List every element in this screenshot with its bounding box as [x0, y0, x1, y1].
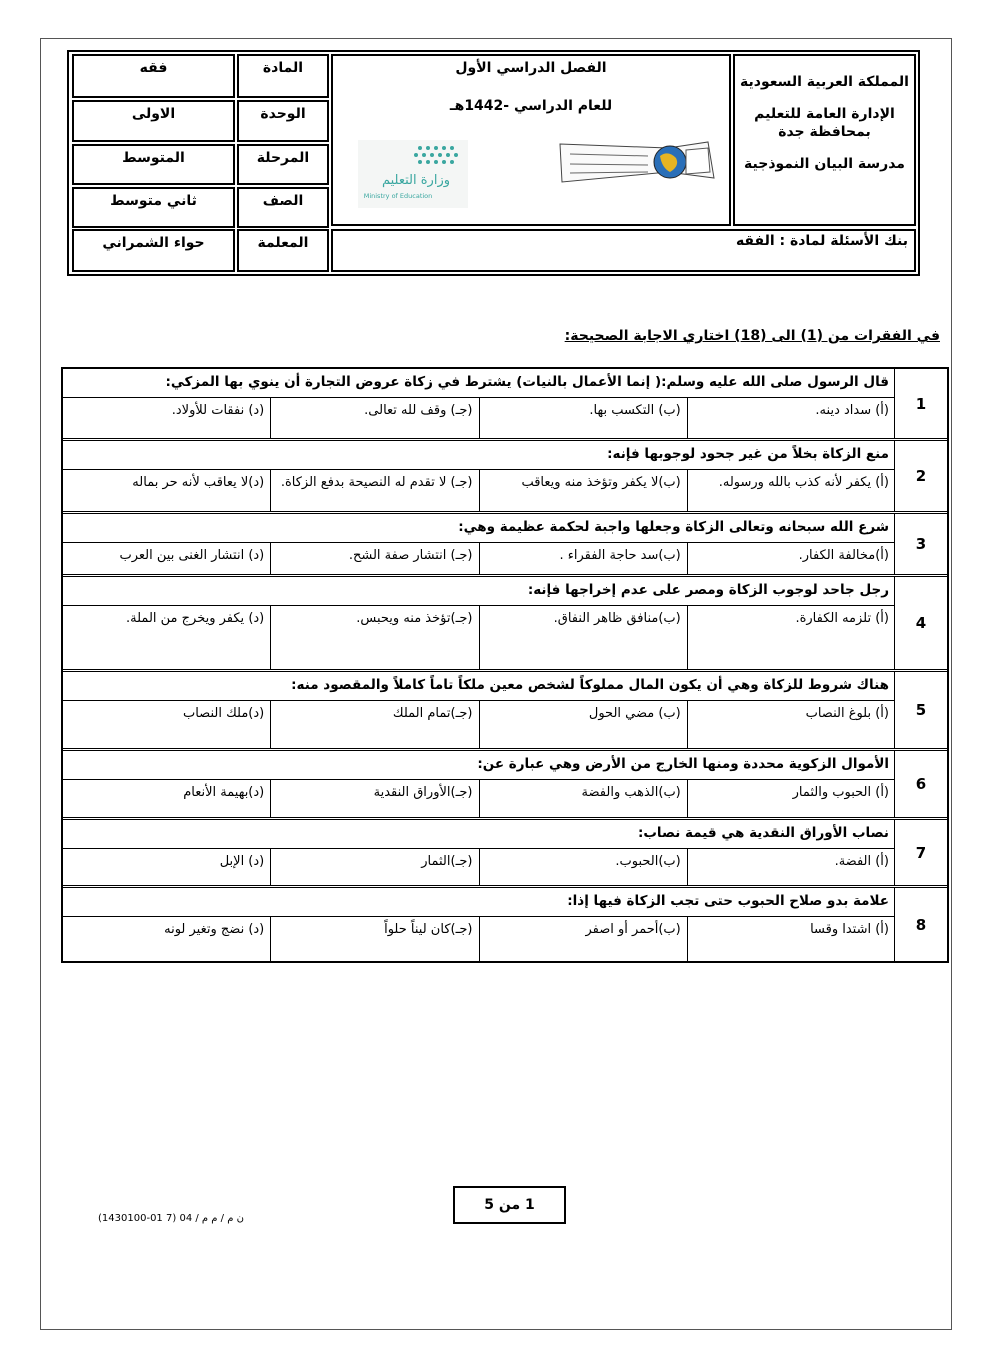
option-c[interactable]: (جـ)تؤخذ منه ويحبس.	[270, 606, 478, 669]
question-stem: علامة بدو صلاح الحبوب حتى تجب الزكاة فيها إذا:	[63, 888, 895, 917]
question-row	[63, 888, 947, 961]
option-a[interactable]: (أ) الفضة.	[687, 849, 895, 885]
moe-logo-arabic: وزارة التعليم	[381, 173, 451, 188]
question-number: 2	[894, 441, 947, 511]
option-b[interactable]: (ب) التكسب بها.	[479, 398, 687, 438]
option-c[interactable]: (جـ)تمام الملك	[270, 701, 478, 748]
subject-label: المادة	[237, 54, 329, 98]
admin-line1: الإدارة العامة للتعليم	[754, 106, 895, 122]
option-c[interactable]: (جـ) لا تقدم له النصيحة بدفع الزكاة.	[270, 470, 478, 511]
question-row	[63, 577, 947, 672]
option-d[interactable]: (د) انتشار الغنى بين العرب	[119, 548, 265, 563]
question-stem: نصاب الأوراق النقدية هي قيمة نصاب:	[63, 820, 895, 849]
question-number: 6	[894, 751, 947, 817]
question-row	[63, 751, 947, 820]
option-c[interactable]: (جـ)كان ليناً حلواً	[270, 917, 478, 961]
ministry-of-education-logo	[358, 140, 468, 208]
subject-value: فقه	[72, 54, 235, 98]
option-a[interactable]: (أ) يكفر لأنه كذب بالله ورسوله.	[687, 470, 895, 511]
grade-value: ثاني متوسط	[72, 187, 235, 228]
stage-value: المتوسط	[72, 144, 235, 185]
page-number: 1 من 5	[453, 1186, 566, 1224]
questions-table	[61, 367, 949, 963]
header-center	[331, 54, 731, 226]
unit-label: الوحدة	[237, 100, 329, 142]
question-stem: شرع الله سبحانه وتعالى الزكاة وجعلها واجبة لحكمة عظيمة وهي:	[63, 514, 895, 543]
option-a[interactable]: (أ) بلوغ النصاب	[687, 701, 895, 748]
question-row	[63, 514, 947, 577]
question-stem: رجل جاحد لوجوب الزكاة ومصر على عدم إخراجها فإنه:	[63, 577, 895, 606]
option-b[interactable]: (ب)أحمر أو اصفر	[479, 917, 687, 961]
option-a[interactable]: (أ) تلزمه الكفارة.	[687, 606, 895, 669]
question-stem: منع الزكاة بخلاً من غير جحود لوجوبها فإنه:	[63, 441, 895, 470]
question-number: 4	[894, 577, 947, 669]
question-row	[63, 672, 947, 751]
unit-value: الاولى	[72, 100, 235, 142]
question-number: 3	[894, 514, 947, 574]
question-row	[63, 441, 947, 514]
instructions: في الفقرات من (1) الى (18) اختاري الاجابة الصحيحة:	[564, 328, 940, 344]
option-d[interactable]: (د) نضج وتغير لونه	[164, 922, 265, 937]
stage-label: المرحلة	[237, 144, 329, 185]
question-row	[63, 369, 947, 441]
teacher-value: حواء الشمراني	[72, 229, 235, 272]
academic-year: للعام الدراسي -1442هـ	[449, 98, 613, 114]
form-code: ن م / م م / 04 (7 01-1430100)	[98, 1213, 244, 1224]
question-number: 1	[894, 369, 947, 438]
option-c[interactable]: (جـ) انتشار صفة الشح.	[270, 543, 478, 574]
option-c[interactable]: (جـ) وقف لله تعالى.	[270, 398, 478, 438]
option-d[interactable]: (د)لا يعاقب لأنه حر بماله	[132, 475, 265, 490]
school-name: مدرسة البيان النموذجية	[744, 156, 905, 172]
question-stem: هناك شروط للزكاة وهي أن يكون المال مملوكاً لشخص معين ملكاً تاماً كاملاً والمقصود منه:	[63, 672, 895, 701]
question-number: 8	[894, 888, 947, 961]
moe-logo-english: Ministry of Education	[363, 192, 433, 200]
question-stem: قال الرسول صلى الله عليه وسلم:( إنما الأعمال بالنيات) يشترط في زكاة عروض التجارة أن ينوي بها المزكي:	[63, 369, 895, 398]
admin-line2: بمحافظة جدة	[778, 124, 871, 140]
header-table	[67, 50, 920, 276]
option-a[interactable]: (أ)مخالفة الكفار.	[687, 543, 895, 574]
question-bank-title: بنك الأسئلة لمادة : الفقه	[331, 229, 916, 272]
option-a[interactable]: (أ) اشتدا وقسا	[687, 917, 895, 961]
question-row	[63, 820, 947, 888]
question-number: 5	[894, 672, 947, 748]
option-d[interactable]: (د) نفقات للأولاد.	[171, 403, 265, 418]
option-a[interactable]: (أ) سداد دينه.	[687, 398, 895, 438]
kingdom-name: المملكة العربية السعودية	[740, 74, 909, 90]
option-b[interactable]: (ب)سد حاجة الفقراء .	[479, 543, 687, 574]
question-number: 7	[894, 820, 947, 885]
header-right	[733, 54, 916, 226]
option-b[interactable]: (ب)لا يكفر وتؤخذ منه ويعاقب	[479, 470, 687, 511]
option-d[interactable]: (د) الإبل	[219, 854, 265, 869]
teacher-label: المعلمة	[237, 229, 329, 272]
option-b[interactable]: (ب)الذهب والفضة	[479, 780, 687, 817]
option-d[interactable]: (د)ملك النصاب	[182, 706, 265, 721]
option-a[interactable]: (أ) الحبوب والثمار	[687, 780, 895, 817]
option-b[interactable]: (ب)منافق ظاهر النفاق.	[479, 606, 687, 669]
option-b[interactable]: (ب)الحبوب.	[479, 849, 687, 885]
semester: الفصل الدراسي الأول	[455, 60, 607, 76]
school-logo	[558, 138, 718, 188]
option-d[interactable]: (د) يكفر ويخرج من الملة.	[126, 611, 265, 626]
option-c[interactable]: (جـ)الثمار	[270, 849, 478, 885]
question-stem: الأموال الزكوية محددة ومنها الخارج من الأرض وهي عبارة عن:	[63, 751, 895, 780]
grade-label: الصف	[237, 187, 329, 228]
option-c[interactable]: (جـ)الأوراق النقدية	[270, 780, 478, 817]
option-d[interactable]: (د)بهيمة الأنعام	[183, 785, 265, 800]
option-b[interactable]: (ب) مضي الحول	[479, 701, 687, 748]
